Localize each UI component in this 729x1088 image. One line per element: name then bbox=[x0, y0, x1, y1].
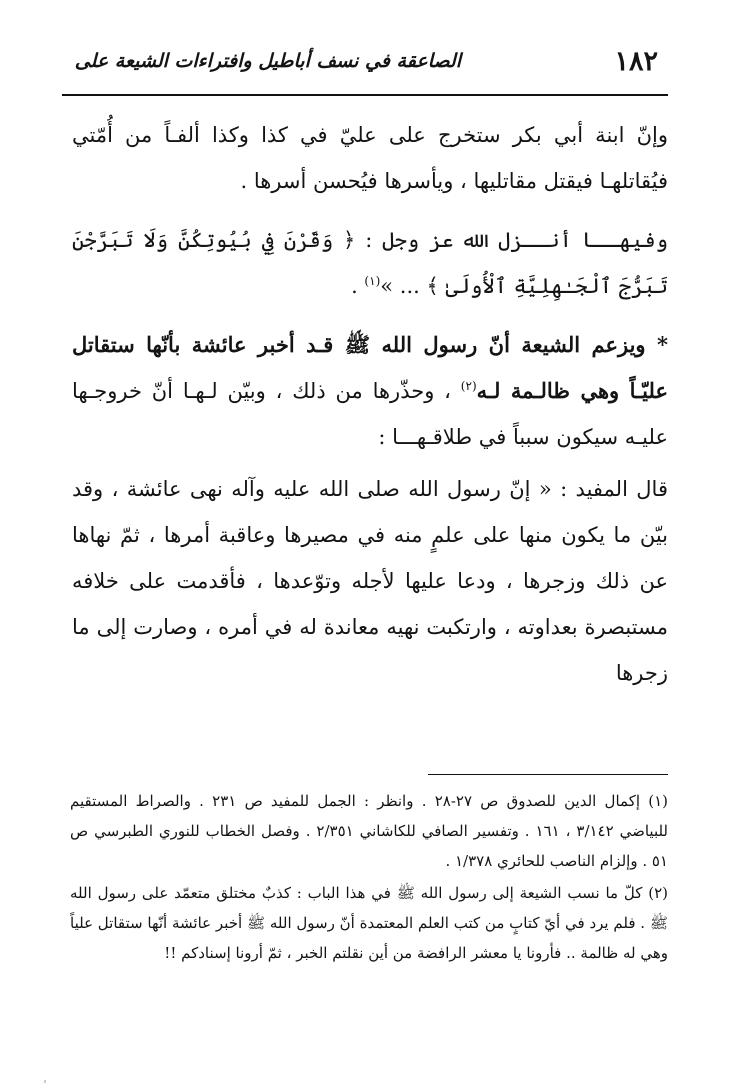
paragraph-3-rest: ، وحذّرها من ذلك ، وبيّن لـهـا أنّ خروجـها عليـه سيكون سبباً في طلاقـهـــا : bbox=[72, 379, 668, 449]
header-rule bbox=[62, 94, 668, 96]
paragraph-4-quote: قال المفيد : « إنّ رسول الله صلى الله عليه وآله نهى عائشة ، وقد بيّن ما يكون منها على علمٍ منه في مصيرها وعاقبة أمرها ، ثمّ نهاها عن ذلك وزجرها ، ودعا عليها لأجله وتوّعدها ، فأقدمت على خلافه مستبصرة بعداوته ، وارتكبت نهيه معاندة له في أمره ، وصارت إلى ما زجرها bbox=[72, 477, 668, 685]
footnote-ref-2[interactable]: (٢) bbox=[460, 379, 477, 393]
paragraph-2-intro: وفيهــا أنــزل الله عز وجل : bbox=[355, 228, 668, 252]
footnote-rule bbox=[428, 774, 668, 775]
main-text bbox=[72, 112, 668, 709]
paragraph-2 bbox=[72, 217, 668, 309]
running-title: الصاعقة في نسف أباطيل وافتراءات الشيعة على bbox=[74, 50, 461, 72]
paragraph-3 bbox=[72, 322, 668, 460]
quran-verse: ﴿ وَقَرْنَ فِي بُيُوتِكُنَّ وَلَا تَبَرَّجْنَ تَبَرُّجَ ٱلْجَـٰهِلِيَّةِ ٱلْأُولَىٰ ﴾ bbox=[72, 228, 668, 298]
paragraph-3-claim: * ويزعم الشيعة أنّ رسول الله ﷺ قـد أخبر عائشة بأنّها ستقاتل عليّـاً وهي ظالـمة لـه bbox=[72, 332, 668, 403]
footnote-2: (٢) كلّ ما نسب الشيعة إلى رسول الله ﷺ في هذا الباب : كذبٌ مختلق متعمّد على رسول الله ﷺ . فلم يرد في أيّ كتابٍ من كتب العلم المعتمدة أنّ رسول الله ﷺ أخبر عائشة أنّها ستقاتل علياً وهي له ظالمة .. فأرونا يا معشر الرافضة من أين نقلتم الخبر ، ثمّ أرونا إسنادكم !! bbox=[70, 884, 668, 962]
paragraph-1: وإنّ ابنة أبي بكر ستخرج على عليّ في كذا وكذا ألفـاً من أُمّتي فيُقاتلهـا فيقتل مقاتليها ، ويأسرها فيُحسن أسرها . bbox=[72, 123, 668, 193]
footnote-ref-1[interactable]: (١) bbox=[364, 274, 381, 288]
page-number: ١٨٢ bbox=[614, 46, 658, 77]
page-header bbox=[62, 40, 666, 92]
paragraph-2-end: . bbox=[351, 274, 365, 298]
paragraph-2-tail: ... » bbox=[380, 274, 427, 298]
scan-speck bbox=[44, 1080, 46, 1083]
footnote-1: (١) إكمال الدين للصدوق ص ٢٧-٢٨ . وانظر : الجمل للمفيد ص ٢٣١ . والصراط المستقيم للبياضي ٣/١٤٢ ، ١٦١ . وتفسير الصافي للكاشاني ٢/٣٥١ . وفصل الخطاب للنوري الطبرسي ص ٥١ . وإلزام الناصب للحائري ١/٣٧٨ . bbox=[70, 792, 669, 870]
footnotes bbox=[70, 786, 668, 970]
